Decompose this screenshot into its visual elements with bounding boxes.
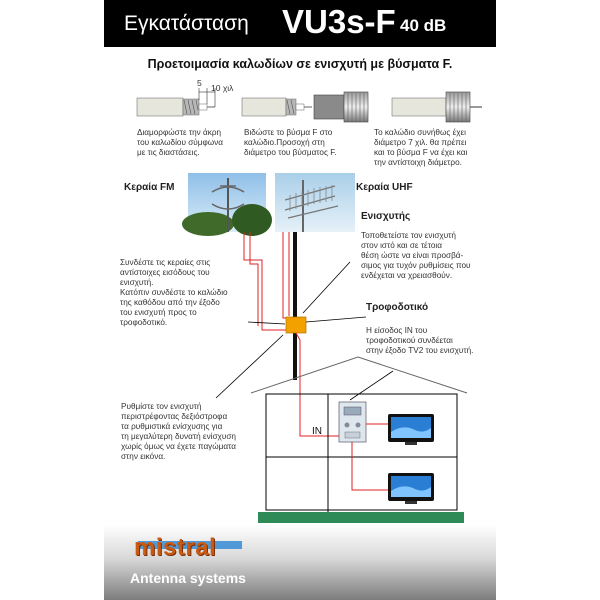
subtitle: Προετοιμασία καλωδίων σε ενισχυτή με βύσματα F. xyxy=(147,57,453,71)
step-3-caption: Το καλώδιο συνήθως έχει διάμετρο 7 χιλ. θα πρέπει και το βύσμα F να έχει και την αντίστοιχη διάμετρο. xyxy=(374,128,468,167)
amplifier-note: Τοποθετείστε τον ενισχυτή στον ιστό και σε τέτοια θέση ώστε να είναι προσβά- σιμος για τυχόν ρυθμίσεις που ενδέχεται να χρειασθούν. xyxy=(361,231,471,280)
tv-upstairs xyxy=(388,414,434,445)
cable-prep-1 xyxy=(137,88,215,116)
step-1-caption: Διαμορφώστε την άκρη του καλωδίου σύμφωνα με τις διαστάσεις. xyxy=(137,128,223,157)
psu-note: Η είσοδος IN του τροφοδοτικού συνδέεται στην έξοδο TV2 του ενισχυτή. xyxy=(366,326,474,355)
connect-note: Συνδέστε τις κεραίες στις αντίστοιχες εισόδους του ενισχυτή. Κατόπιν συνδέστε το καλώδιο της καθόδου από την έξοδο του ενισχυτή προς το τροφοδοτικό. xyxy=(120,258,228,327)
power-supply xyxy=(339,402,366,442)
fm-antenna-label: Κεραία FM xyxy=(124,182,175,193)
cable-prep-3 xyxy=(392,92,482,122)
amplifier-label: Ενισχυτής xyxy=(361,211,411,222)
psu-in-label: IN xyxy=(312,426,322,437)
brand-logo: mistral xyxy=(134,534,217,561)
amplifier-box xyxy=(286,317,306,333)
adjust-note: Ρυθμίστε τον ενισχυτή περιστρέφοντας δεξιόστροφα τα ρυθμιστικά ενίσχυσης για τη μεγαλύτερη δυνατή ενίσχυση χωρίς όμως να έχετε παγώματα στην εικόνα. xyxy=(121,402,236,461)
dimension-5: 5 xyxy=(197,78,202,88)
header-gain: 40 dB xyxy=(400,16,447,35)
uhf-antenna-label: Κεραία UHF xyxy=(356,182,413,193)
dimension-10: 10 χιλ xyxy=(211,83,234,93)
brand-tagline: Antenna systems xyxy=(130,570,246,586)
header-title: Εγκατάσταση xyxy=(124,12,249,35)
cable-prep-2 xyxy=(242,92,368,122)
ground xyxy=(258,512,464,523)
header-model: VU3s-F xyxy=(282,3,396,40)
step-2-caption: Βιδώστε το βύσμα F στο καλώδιο.Προσοχή στη διάμετρο του βύσματος F. xyxy=(244,128,337,157)
tv-downstairs xyxy=(388,473,434,504)
psu-label: Τροφοδοτικό xyxy=(366,302,429,313)
uhf-antenna-photo xyxy=(275,173,355,232)
fm-antenna-photo xyxy=(182,173,272,236)
